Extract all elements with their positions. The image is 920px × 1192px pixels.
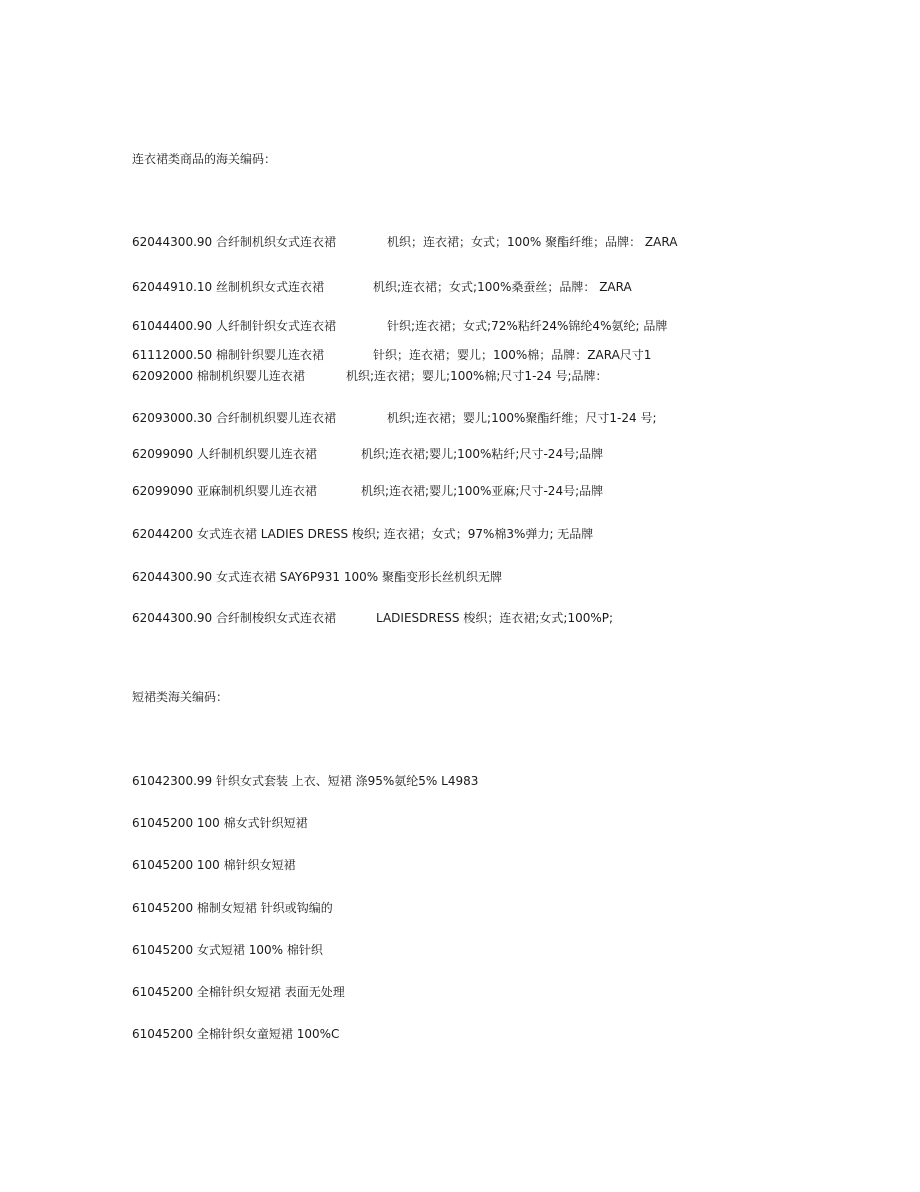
dress-row-spec: LADIESDRESS 梭织；连衣裙;女式;100%P; [376, 611, 614, 625]
dress-row-code: 62099090 人纤制机织婴儿连衣裙 [132, 447, 317, 461]
dress-row [132, 526, 593, 542]
dress-row [132, 446, 604, 462]
dress-row [132, 368, 608, 384]
dress-row-code: 62044200 女式连衣裙 LADIES DRESS 梭织; 连衣裙；女式；97%棉3%弹力; 无品牌 [132, 527, 594, 541]
dress-row-code: 62093000.30 合纤制机织婴儿连衣裙 [132, 411, 336, 425]
dress-row-code: 62092000 棉制机织婴儿连衣裙 [132, 369, 305, 383]
skirt-row: 61045200 棉制女短裙 针织或钩编的 [132, 901, 333, 915]
skirt-row: 61045200 女式短裙 100% 棉针织 [132, 943, 323, 957]
dress-row-code: 62044910.10 丝制机织女式连衣裙 [132, 280, 324, 294]
dress-row [132, 234, 678, 250]
dress-row-code: 62044300.90 女式连衣裙 SAY6P931 100% 聚酯变形长丝机织无牌 [132, 570, 502, 584]
dress-row-spec: 机织;连衣裙；女式;100%桑蚕丝；品牌： ZARA [373, 280, 632, 294]
dress-row-spec: 机织;连衣裙；婴儿;100%聚酯纤维；尺寸1-24 号; [387, 411, 657, 425]
dress-row-code: 62099090 亚麻制机织婴儿连衣裙 [132, 484, 317, 498]
dress-row [132, 318, 668, 334]
skirt-row: 61045200 全棉针织女短裙 表面无处理 [132, 985, 345, 999]
skirt-section-heading: 短裙类海关编码： [132, 690, 229, 704]
dress-row-spec: 针织；连衣裙；婴儿；100%棉；品牌：ZARA尺寸1 [373, 348, 652, 362]
dress-row-spec: 针织;连衣裙；女式;72%粘纤24%锦纶4%氨纶; 品牌 [387, 319, 668, 333]
skirt-row: 61045200 100 棉针织女短裙 [132, 858, 296, 872]
dress-row-code: 61112000.50 棉制针织婴儿连衣裙 [132, 348, 324, 362]
dress-row [132, 347, 652, 363]
dress-row-spec: 机织;连衣裙;婴儿;100%粘纤;尺寸-24号;品牌 [361, 447, 604, 461]
dress-row-spec: 机织；连衣裙；女式；100% 聚酯纤维；品牌： ZARA [387, 235, 678, 249]
dress-row [132, 569, 502, 585]
dress-section-heading: 连衣裙类商品的海关编码： [132, 152, 277, 166]
dress-row-code: 62044300.90 合纤制机织女式连衣裙 [132, 235, 336, 249]
skirt-row: 61042300.99 针织女式套装 上衣、短裙 涤95%氨纶5% L4983 [132, 774, 479, 788]
dress-row-code: 61044400.90 人纤制针织女式连衣裙 [132, 319, 336, 333]
dress-row [132, 410, 657, 426]
skirt-row: 61045200 100 棉女式针织短裙 [132, 816, 308, 830]
dress-row [132, 279, 632, 295]
dress-row [132, 483, 604, 499]
skirt-row: 61045200 全棉针织女童短裙 100%C [132, 1027, 340, 1041]
dress-row [132, 610, 614, 626]
dress-row-spec: 机织;连衣裙;婴儿;100%亚麻;尺寸-24号;品牌 [361, 484, 604, 498]
dress-row-code: 62044300.90 合纤制梭织女式连衣裙 [132, 611, 336, 625]
dress-row-spec: 机织;连衣裙；婴儿;100%棉;尺寸1-24 号;品牌： [346, 369, 608, 383]
